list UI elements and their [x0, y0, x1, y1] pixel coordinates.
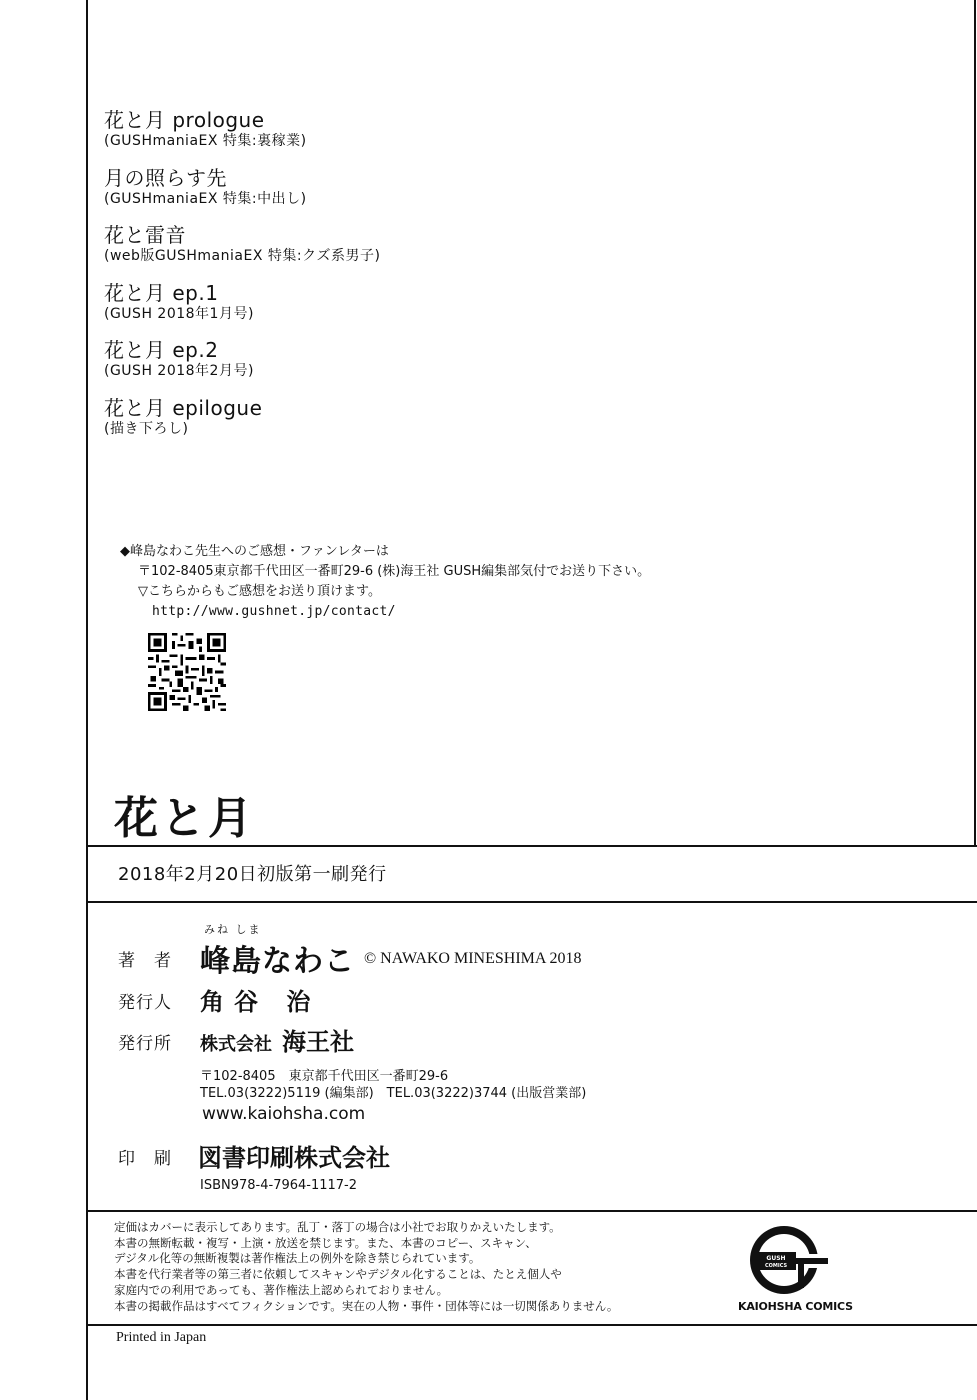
- entry-title: 花と雷音: [104, 223, 186, 247]
- publisher-label: 発行人: [118, 993, 172, 1013]
- publisher-address-block: [200, 1068, 586, 1102]
- qr-code-icon[interactable]: [148, 633, 226, 711]
- entry-title: 花と月 epilogue: [104, 395, 263, 420]
- contents-entry: [104, 396, 704, 454]
- company-name: 海王社: [282, 1028, 354, 1056]
- right-border-line: [974, 0, 976, 845]
- svg-text:COMICS: COMICS: [764, 1263, 788, 1269]
- fan-letter-address: 〒102-8405東京都千代田区一番町29-6 (株)海王社 GUSH編集部気付でお送り下さい。: [138, 564, 651, 579]
- fan-letter-online: ▽こちらからもご感想をお送り頂けます。: [138, 584, 381, 599]
- contents-entry: [104, 166, 704, 224]
- entry-source: (GUSHmaniaEX 特集:裏稼業): [104, 133, 307, 149]
- legal-note-line: 本書を代行業者等の第三者に依頼してスキャンやデジタル化することは、たとえ個人や: [114, 1267, 562, 1282]
- publisher-website-link[interactable]: www.kaiohsha.com: [202, 1104, 366, 1124]
- entry-title: 月の照らす先: [104, 165, 227, 190]
- entry-source: (GUSH 2018年2月号): [104, 363, 254, 379]
- entry-title: 花と月 ep.2: [104, 338, 219, 362]
- author-ruby: みね しま: [204, 923, 262, 936]
- fan-letter-info: [120, 542, 650, 622]
- contact-url-link[interactable]: http://www.gushnet.jp/contact/: [152, 604, 396, 619]
- entry-source: (描き下ろし): [104, 420, 189, 437]
- printer-label: 印 刷: [118, 1149, 172, 1169]
- author-label: 著 者: [118, 951, 172, 971]
- svg-text:GUSH: GUSH: [766, 1255, 786, 1262]
- logo-label: KAIOHSHA COMICS: [738, 1300, 853, 1313]
- printer-name: 図書印刷株式会社: [198, 1144, 390, 1172]
- printed-in-label: Printed in Japan: [116, 1330, 207, 1345]
- contents-entry: [104, 223, 704, 281]
- edition-date: 2018年2月20日初版第一刷発行: [118, 864, 387, 885]
- legal-notes: [114, 1220, 618, 1314]
- contents-entry: [104, 281, 704, 339]
- divider-line: [88, 901, 977, 903]
- legal-note-line: 定価はカバーに表示してあります。乱丁・落丁の場合は小社でお取りかえいたします。: [114, 1220, 561, 1234]
- legal-note-line: 本書の無断転載・複写・上演・放送を禁じます。また、本書のコピー、スキャン、: [114, 1235, 537, 1250]
- divider-line: [88, 1210, 977, 1212]
- publishing-house-label: 発行所: [118, 1034, 172, 1054]
- contents-entry: [104, 338, 704, 396]
- copyright-notice: © NAWAKO MINESHIMA 2018: [364, 950, 582, 967]
- legal-note-line: 本書の掲載作品はすべてフィクションです。実在の人物・事件・団体等には一切関係ありません。: [114, 1298, 619, 1313]
- entry-source: (web版GUSHmaniaEX 特集:クズ系男子): [104, 248, 381, 264]
- entry-title: 花と月 prologue: [104, 108, 265, 132]
- publisher-name: 角谷 治: [200, 988, 321, 1016]
- publisher-address: 〒102-8405 東京都千代田区一番町29-6: [200, 1069, 449, 1084]
- entry-title: 花と月 ep.1: [104, 280, 219, 305]
- company-type: 株式会社: [200, 1034, 272, 1055]
- contents-list: [104, 108, 704, 453]
- isbn-number: ISBN978-4-7964-1117-2: [200, 1178, 358, 1193]
- divider-line: [88, 1324, 977, 1326]
- entry-source: (GUSH 2018年1月号): [104, 305, 254, 322]
- legal-note-line: 家庭内での利用であっても、著作権法上認められておりません。: [114, 1282, 449, 1297]
- left-border-line: [86, 0, 88, 1400]
- author-name: 峰島なわこ: [200, 944, 355, 979]
- divider-line: [88, 845, 977, 847]
- book-title: 花と月: [114, 793, 255, 844]
- contents-entry: [104, 108, 704, 166]
- fan-letter-heading: ◆峰島なわこ先生へのご感想・ファンレターは: [120, 544, 389, 559]
- publishing-house: [200, 1022, 354, 1057]
- publisher-phone: TEL.03(3222)5119 (編集部) TEL.03(3222)3744 (出版営業部): [200, 1086, 587, 1101]
- legal-note-line: デジタル化等の無断複製は著作権法上の例外を除き禁じられています。: [114, 1251, 481, 1266]
- entry-source: (GUSHmaniaEX 特集:中出し): [104, 190, 307, 207]
